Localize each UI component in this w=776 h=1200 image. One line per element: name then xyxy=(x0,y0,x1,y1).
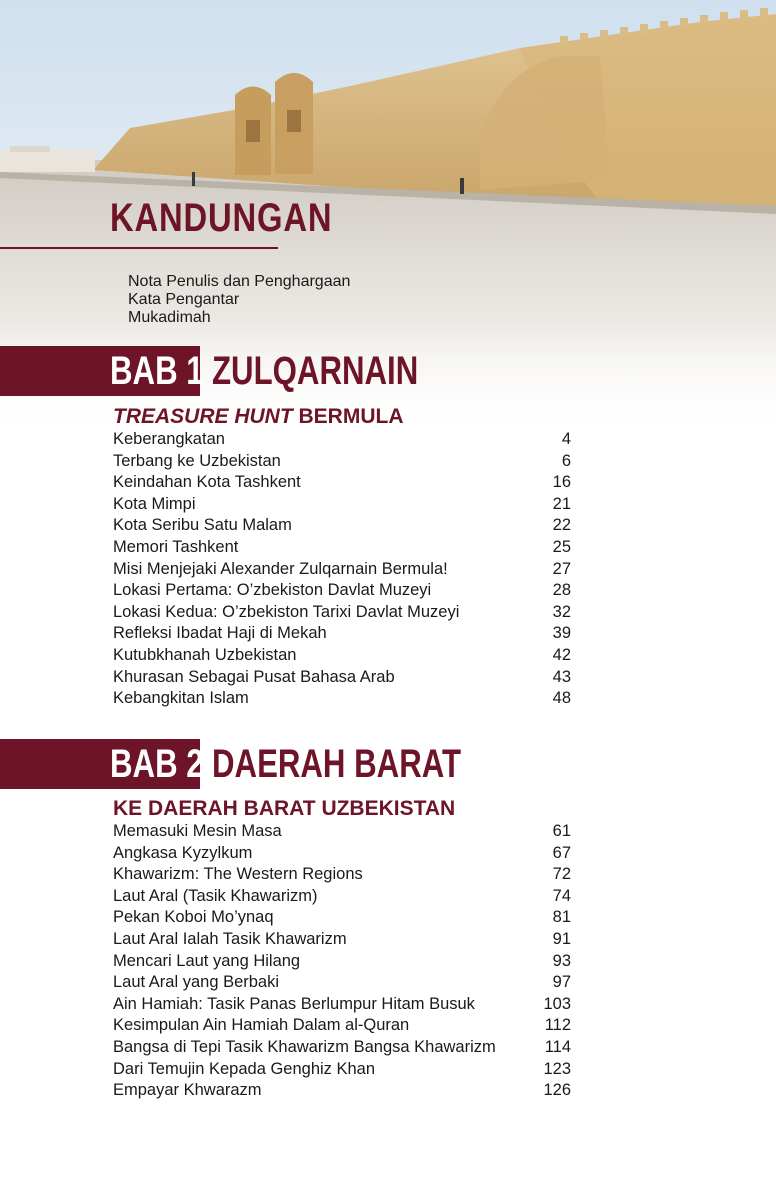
toc-entry[interactable] xyxy=(113,623,571,645)
toc-entry-page: 22 xyxy=(552,516,571,535)
section-title-rest: BERMULA xyxy=(292,405,404,428)
toc-entry-page: 48 xyxy=(552,689,571,708)
toc-entry[interactable] xyxy=(113,645,571,667)
toc-entry-title: Dari Temujin Kepada Genghiz Khan xyxy=(113,1059,376,1078)
front-matter-item[interactable]: Kata Pengantar xyxy=(128,291,240,308)
toc-entry[interactable] xyxy=(113,688,571,710)
toc-entry-page: 27 xyxy=(552,559,571,578)
toc-entry[interactable] xyxy=(113,907,571,929)
toc-entry[interactable] xyxy=(113,864,571,886)
toc-entry-title: Keberangkatan xyxy=(113,430,225,448)
toc-entry[interactable] xyxy=(113,472,571,494)
toc-entry-title: Kesimpulan Ain Hamiah Dalam al-Quran xyxy=(113,1016,410,1035)
toc-entry[interactable] xyxy=(113,537,571,559)
toc-entry-page: 74 xyxy=(552,886,571,905)
toc-entry-title: Laut Aral Ialah Tasik Khawarizm xyxy=(113,929,347,948)
toc-entry-title: Misi Menjejaki Alexander Zulqarnain Bermula! xyxy=(113,559,448,578)
toc-entry-title: Angkasa Kyzylkum xyxy=(113,843,253,862)
chapter-2-title: DAERAH BARAT xyxy=(212,742,462,786)
toc-entry[interactable] xyxy=(113,951,571,973)
toc-entry[interactable] xyxy=(113,580,571,602)
toc-entry-page: 42 xyxy=(552,645,571,664)
front-matter-item[interactable]: Nota Penulis dan Penghargaan xyxy=(128,273,351,290)
toc-entry-page: 25 xyxy=(552,537,571,556)
toc-entry-title: Kebangkitan Islam xyxy=(113,689,249,708)
toc-entry-title: Laut Aral yang Berbaki xyxy=(113,973,280,992)
toc-entry-title: Refleksi Ibadat Haji di Mekah xyxy=(113,624,327,643)
toc-entry[interactable] xyxy=(113,1015,571,1037)
toc-entry-page: 114 xyxy=(544,1037,571,1056)
toc-entry-page: 39 xyxy=(552,624,571,643)
toc-entry-page: 16 xyxy=(552,473,571,492)
toc-entry[interactable] xyxy=(113,494,571,516)
toc-entry[interactable] xyxy=(113,1059,571,1081)
toc-entry[interactable] xyxy=(113,515,571,537)
toc-entry-title: Lokasi Pertama: O’zbekiston Davlat Muzeyi xyxy=(113,581,432,600)
toc-entry-page: 67 xyxy=(552,843,571,862)
toc-entry-page: 91 xyxy=(552,929,571,948)
toc-entry[interactable] xyxy=(113,843,571,865)
toc-entry-page: 97 xyxy=(552,973,571,992)
toc-entry-title: Khurasan Sebagai Pusat Bahasa Arab xyxy=(113,667,395,686)
toc-entry-title: Kutubkhanah Uzbekistan xyxy=(113,645,297,664)
toc-entry-title: Keindahan Kota Tashkent xyxy=(113,473,301,492)
toc-entry-page: 93 xyxy=(552,951,571,970)
toc-entry-title: Terbang ke Uzbekistan xyxy=(113,451,281,470)
toc-entry-title: Kota Mimpi xyxy=(113,494,196,513)
toc-entry-title: Mencari Laut yang Hilang xyxy=(113,951,301,970)
chapter-2-number: BAB 2 xyxy=(110,742,204,786)
toc-entry-page: 32 xyxy=(552,602,571,621)
toc-entry-title: Empayar Khwarazm xyxy=(113,1081,262,1100)
toc-entry-title: Laut Aral (Tasik Khawarizm) xyxy=(113,886,318,905)
chapter-1-title: ZULQARNAIN xyxy=(212,349,419,393)
toc-entry-title: Ain Hamiah: Tasik Panas Berlumpur Hitam Busuk xyxy=(113,994,475,1013)
toc-entry-page: 21 xyxy=(552,494,571,513)
chapter-1-number: BAB 1 xyxy=(110,349,204,393)
toc-entry[interactable] xyxy=(113,667,571,689)
toc-entry[interactable] xyxy=(113,886,571,908)
toc-entry-title: Bangsa di Tepi Tasik Khawarizm Bangsa Khawarizm xyxy=(113,1037,496,1056)
toc-entry-page: 123 xyxy=(543,1059,571,1078)
toc-entry-page: 72 xyxy=(552,865,571,884)
toc-entry-title: Lokasi Kedua: O’zbekiston Tarixi Davlat Muzeyi xyxy=(113,602,460,621)
title-underline xyxy=(0,247,278,249)
toc-entry[interactable] xyxy=(113,602,571,624)
toc-entry-page: 126 xyxy=(543,1081,571,1100)
section-title-rest: KE DAERAH BARAT UZBEKISTAN xyxy=(113,797,456,820)
toc-entry[interactable] xyxy=(113,429,571,451)
toc-entry-page: 4 xyxy=(561,430,571,448)
toc-entry[interactable] xyxy=(113,972,571,994)
section-title-italic: TREASURE HUNT xyxy=(113,405,293,428)
toc-entry[interactable] xyxy=(113,1037,571,1059)
toc-entry[interactable] xyxy=(113,1080,571,1102)
toc-entry-page: 61 xyxy=(552,822,571,840)
toc-entry[interactable] xyxy=(113,929,571,951)
chapter-1-section-title xyxy=(113,405,404,429)
toc-entry[interactable] xyxy=(113,559,571,581)
toc-entry-page: 28 xyxy=(552,581,571,600)
chapter-2-toc xyxy=(113,821,571,1102)
toc-entry-title: Khawarizm: The Western Regions xyxy=(113,865,363,884)
toc-entry-title: Kota Seribu Satu Malam xyxy=(113,516,292,535)
toc-entry[interactable] xyxy=(113,994,571,1016)
front-matter-list xyxy=(128,273,350,327)
chapter-2-section-title xyxy=(113,797,455,821)
toc-entry-page: 81 xyxy=(552,908,571,927)
toc-entry-page: 6 xyxy=(561,451,571,470)
toc-entry-title: Memori Tashkent xyxy=(113,537,239,556)
chapter-1-toc xyxy=(113,429,571,710)
toc-entry-title: Memasuki Mesin Masa xyxy=(113,822,282,840)
toc-entry[interactable] xyxy=(113,821,571,843)
front-matter-item[interactable]: Mukadimah xyxy=(128,309,211,326)
toc-entry-page: 103 xyxy=(543,994,571,1013)
toc-entry-page: 112 xyxy=(544,1016,571,1035)
toc-entry-page: 43 xyxy=(552,667,571,686)
toc-entry[interactable] xyxy=(113,451,571,473)
toc-entry-title: Pekan Koboi Mo’ynaq xyxy=(113,908,274,927)
page-title: KANDUNGAN xyxy=(110,196,333,240)
